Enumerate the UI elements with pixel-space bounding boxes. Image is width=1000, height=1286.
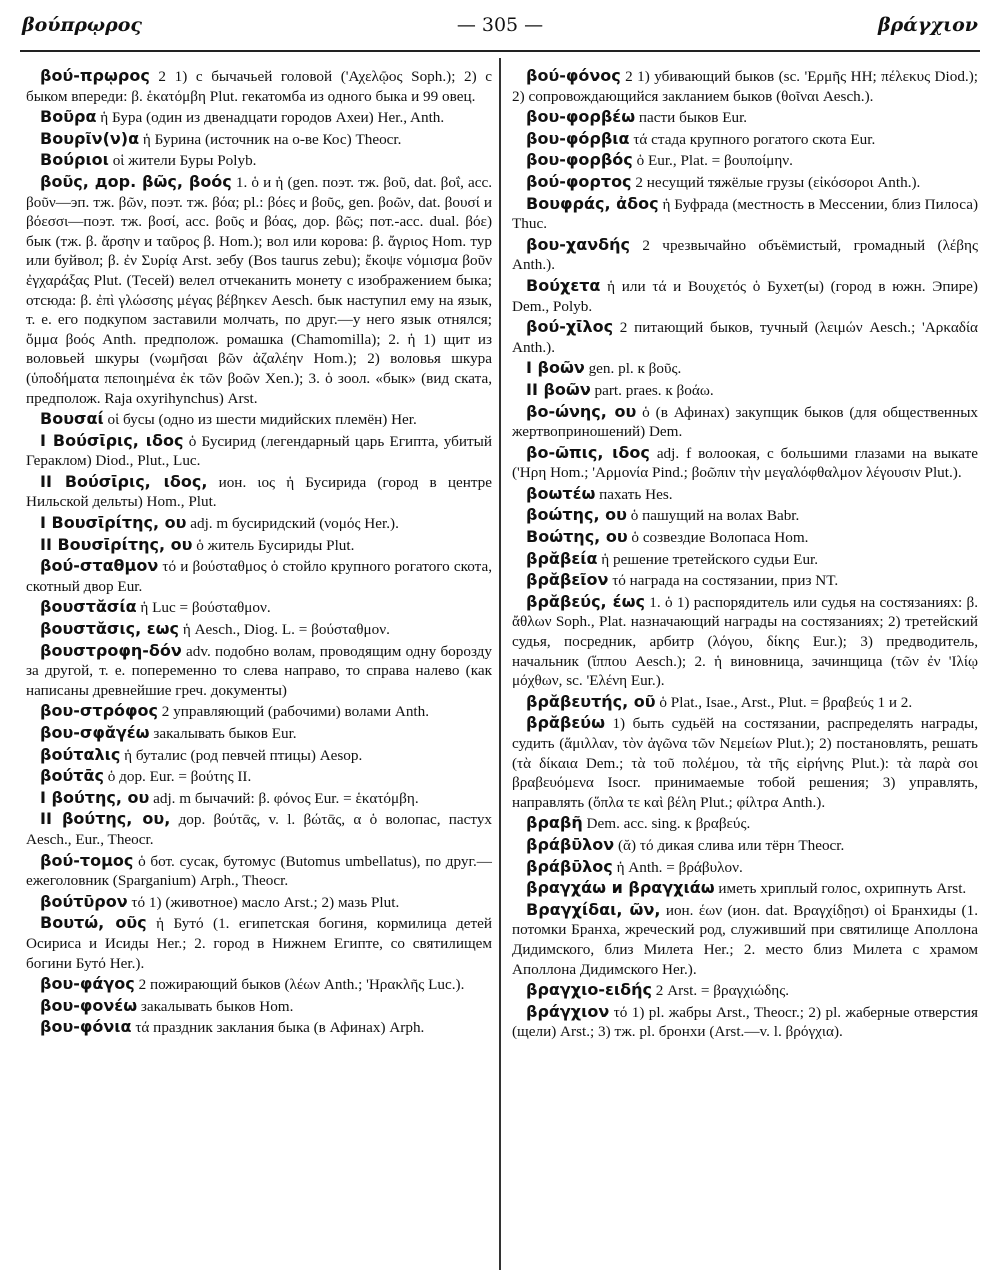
entry-definition: ὁ житель Бусириды Plut. [192,536,355,554]
entry-headword: βου-φορβός [526,150,633,170]
dictionary-entry [512,150,978,171]
entry-headword: Βουσαί [40,409,104,429]
entry-headword: Βοώτης, ου [526,527,628,547]
entry-headword: βοῦς, дор. βῶς, βοός [40,171,232,191]
header-rule [20,50,980,52]
dictionary-entry [512,235,978,275]
dictionary-entry [26,107,492,128]
entry-headword: βούτῡρον [40,891,128,911]
entry-headword: Βουφράς, ἀδος [526,193,659,213]
dictionary-entry [512,570,978,591]
entry-definition: ἡ решение третейского судьи Eur. [597,550,819,568]
entry-definition: adv. подобно волам, проводящим одну борозду за другой, т. е. попеременно то слева направо, то справа налево (как написаны древнейшие греч. документы) [26,642,492,699]
entry-definition: 2 1) убивающий быков (sc. 'Ερμῆς HH; πέλεκυς Diod.); 2) сопровождающийся закланием быков (θοῖναι Aesch.). [512,68,978,105]
header-guide-word-right: βράγχιον [878,14,978,36]
page-number: — 305 — [456,14,544,36]
entry-definition: τό 1) (животное) масло Arst.; 2) мазь Plut. [127,893,400,911]
entry-headword: Βραγχίδαι, ῶν, [526,899,661,919]
entry-headword: βρᾰβεύς, έως [526,591,645,611]
dictionary-entry [26,723,492,744]
entry-headword: βου-φόρβια [526,128,630,148]
entry-headword: βουστροφη-δόν [40,640,182,660]
entry-headword: βου-φόνια [40,1017,132,1037]
dictionary-entry [26,974,492,995]
entry-definition: adj. m бусиридский (νομός Her.). [186,515,399,533]
dictionary-entry [26,66,492,106]
entry-definition: adj. m бычачий: β. φόνος Eur. = ἑκατόμβη. [149,789,419,807]
dictionary-entry [512,878,978,899]
entry-headword: Βοῦρα [40,107,97,127]
dictionary-entry [512,276,978,316]
entry-definition: ἡ Aesch., Diog. L. = βούσταθμον. [179,621,390,639]
entry-headword: βραγχάω и βραγχιάω [526,878,715,898]
dictionary-entry [512,900,978,979]
entry-headword: βού-χῑλος [526,317,614,337]
entry-definition: 2 несущий тяжёлые грузы (εἰκόσοροι Anth.). [631,173,921,191]
entry-headword: Βούριοι [40,150,109,170]
entry-headword: βου-χανδής [526,234,630,254]
entry-definition: ὁ (в Афинах) закупщик быков (для общественных жертвоприношений) Dem. [512,403,978,441]
entry-headword: βου-στρόφος [40,701,158,721]
entry-definition: 1) быть судьёй на состязании, распределять награды, судить (ἅμιλλαν, τὸν ἀγῶνα τῶν Νεμείων Plut.); 2) постановлять, решать (τὰ δίκαια Dem.; τὰ τοῦ πολέμου, τὰ τῆς εἰρήνης Plut.): τὰ παρὰ σοι βραβευόμενα Isocr. принимаемые тобой решения; 3) управлять, направлять (ὅπλα τε καὶ βέλη Plut.; φίλτρα Anth.). [512,715,978,811]
dictionary-entry [26,745,492,766]
entry-definition: (ᾰ) τό дикая слива или тёрн Theocr. [614,836,845,854]
entry-headword: I βούτης, ου [40,787,150,807]
entry-definition: дор. βούτᾱς, v. l. βώτᾱς, α ὁ волопас, пастух Aesch., Eur., Theocr. [26,811,493,848]
entry-headword: Βουρῖν(ν)α [40,128,140,148]
entry-definition: τό и βούσταθμος ὁ стойло крупного рогатого скота, скотный двор Eur. [26,558,492,595]
dictionary-entry [26,641,492,701]
entry-definition: ὁ Бусирид (легендарный царь Египта, убитый Гераклом) Diod., Plut., Luc. [26,432,493,470]
entry-definition: закалывать быков Eur. [149,725,297,742]
entry-definition: ἡ буталис (род певчей птицы) Aesop. [120,746,363,764]
dictionary-entry [512,443,978,483]
entry-definition: οἱ жители Буры Polyb. [108,152,257,170]
entry-headword: βο-ῶπις, ιδος [526,442,650,462]
dictionary-entry [26,892,492,913]
entry-definition: ἡ Бура (один из двенадцати городов Ахеи) Her., Anth. [96,109,445,127]
entry-definition: 1. ὁ 1) распорядитель или судья на состязаниях: β. ἄθλων Soph., Plat. назначающий награды на состязаниях; 2) третейский судья, посредник, арбитр (λόγου, δίκης Eur.); 3) предводитель, начальник (ἵππου Aesch.); 2. ἡ виновница, зачинщица (τῶν ἐν 'Ιλίῳ μόχθων, sc. 'Ελένη Eur.). [512,593,978,690]
entry-headword: II Βούσῑρις, ιδος, [40,471,208,491]
entry-headword: βούταλις [40,744,121,764]
entry-headword: βρᾰβεία [526,548,598,568]
entry-definition: 1. ὁ и ἡ (gen. поэт. тж. βοῦ, dat. βοΐ, acc. βοῦν—эп. тж. βῶν, поэт. тж. βόα; pl.: βόες и βοῦς, gen. βοῶν, dat. βουσί и βόεσσι—поэт. тж. βοσί, acc. βοῦς и βόας, дор. βῶς; пот.-acc. dual. βόε) бык (тж. β. ἄρσην и ταῦρος β. Hom.); вол или корова: β. ἄγριος Hom. тур или буйвол; β. ἐν Συρίᾳ Arst. зебу (Bos taurus zebu); ἔκοψε νόμισμα βοῦν ἐγχαράξας Plut. (Тесей) велел отчеканить монету с изображением быка; отсюда: β. ἐπὶ γλώσσης μέγας βέβηκεν Aesch. бык наступил ему на язык, т. е. его подкупом заставили молчать, по друг.—у него язык отнялся; ὄμμα βοός Anth. предполож. ромашка (Chamomilla); 2. ἡ 1) щит из воловьей шкуры (νωμῆσαι βῶν ἀζαλέην Hom.); 2) воловья шкура (ὑποδήματα πεποιημένα ἐκ τῶν βοῶν Xen.); 3. ὁ зоол. «бык» (вид ската, предполож. Raja oxyrihynchus) Arst. [26,173,493,407]
right-column [512,66,978,1043]
dictionary-entry [26,172,492,408]
entry-headword: βού-τομος [40,850,134,870]
entry-definition: иметь хриплый голос, охрипнуть Arst. [714,880,967,898]
entry-headword: βου-φάγος [40,974,135,994]
entry-definition: adj. f волоокая, с большими глазами на выкате ('Ηρη Hom.; 'Αρμονία Pind.; βοῶπιν τὴν μεγαλόφθαλμον λέγουσιν Plut.). [512,444,978,482]
dictionary-entry [26,788,492,809]
entry-headword: I Βουσῑρίτης, ου [40,513,187,533]
dictionary-entry [512,857,978,878]
entry-headword: βοώτης, ου [526,505,627,525]
left-column [26,66,492,1039]
dictionary-entry [512,380,978,401]
entry-definition: 2 1) с бычачьей головой ('Αχελῷος Soph.); 2) с быком впереди: β. ἑκατόμβη Plut. гекатомба из одного быка и 99 овец. [26,68,492,105]
dictionary-entry [512,813,978,834]
dictionary-entry [512,107,978,128]
entry-definition: τό награда на состязании, приз NT. [608,572,839,590]
entry-headword: βού-σταθμον [40,556,159,576]
entry-definition: ὁ созвездие Волопаса Hom. [627,529,809,547]
dictionary-entry [512,592,978,691]
entry-headword: βο-ώνης, ου [526,401,637,421]
entry-definition: закалывать быков Hom. [137,997,294,1015]
dictionary-entry [512,194,978,234]
dictionary-entry [26,409,492,430]
entry-headword: II βούτης, ου, [40,809,171,829]
entry-definition: gen. pl. к βοῦς. [584,360,682,378]
header-guide-word-left: βούπρῳρος [22,14,142,36]
entry-headword: βού-φόνος [526,66,621,85]
dictionary-entry [512,505,978,526]
entry-headword: II Βουσῑρίτης, ου [40,534,193,554]
entry-definition: Dem. acc. sing. к βραβεύς. [582,815,751,833]
entry-definition: ὁ дор. Eur. = βούτης II. [103,768,252,786]
entry-definition: ὁ пашущий на волах Babr. [626,507,800,525]
dictionary-entry [26,431,492,471]
entry-headword: βράγχιον [526,1001,610,1021]
dictionary-entry [512,402,978,442]
entry-headword: βού-φορτος [526,171,632,191]
entry-headword: βουστᾰσία [40,597,137,617]
dictionary-entry [26,619,492,640]
column-divider [499,58,501,1270]
entry-headword: I Βούσῑρις, ιδος [40,430,184,450]
entry-definition: οἱ бусы (одно из шести мидийских племён) Her. [103,411,417,429]
entry-definition: ὁ Plat., Isae., Arst., Plut. = βραβεύς 1 и 2. [655,693,913,711]
dictionary-entry [26,597,492,618]
entry-definition: 2 чрезвычайно объёмистый, громадный (λέβης Anth.). [512,236,978,274]
entry-definition: ὁ бот. сусак, бутомус (Butomus umbellatus), по друг.—ежеголовник (Sparganium) Arph., Theocr. [26,852,492,890]
entry-definition: τό 1) pl. жабры Arst., Theocr.; 2) pl. жаберные отверстия (щели) Arst.; 3) тж. pl. бронхи (Arst.—v. l. βρόγχια). [512,1003,978,1041]
dictionary-entry [26,766,492,787]
entry-headword: βραβῆ [526,813,583,833]
dictionary-entry [512,129,978,150]
entry-headword: Βούχετα [526,275,601,295]
entry-headword: βράβῡλον [526,834,615,854]
dictionary-entry [26,996,492,1017]
entry-definition: ион. έων (ион. dat. Βραγχίδῃσι) οἱ Бранхиды (1. потомки Бранха, жреческий род, служивший при святилище Аполлона Дидимского, близ Милета Her.; 2. место близ Милета с храмом Аполлона Дидимского Her.). [512,901,979,978]
entry-definition: пахать Hes. [595,485,673,503]
dictionary-entry [26,513,492,534]
entry-definition: ἡ Бутό (1. египетская богиня, кормилица детей Осириса и Исиды Her.; 2. город в Нижнем Египте, со святилищем богини Бутό Her.). [26,915,493,972]
dictionary-entry [26,150,492,171]
dictionary-entry [26,1017,492,1038]
dictionary-entry [26,701,492,722]
entry-definition: 2 пожирающий быков (λέων Anth.; 'Ηρακλῆς Luc.). [134,976,465,994]
dictionary-entry [26,913,492,973]
entry-headword: βου-σφᾰγέω [40,723,150,742]
dictionary-entry [512,317,978,357]
entry-definition: пасти быков Eur. [635,109,748,127]
entry-definition: ἡ Anth. = βράβυλον. [612,858,743,876]
entry-definition: ἡ Буфрада (местность в Мессении, близ Пилоса) Thuc. [512,195,979,233]
page-header [22,14,978,48]
entry-headword: II βοῶν [526,379,591,399]
entry-headword: βρᾰβεύω [526,713,605,733]
entry-definition: ἡ или τά и Βουχετός ὁ Бухет(ы) (город в южн. Эпире) Dem., Polyb. [512,277,978,315]
dictionary-entry [512,484,978,505]
entry-definition: τά стада крупного рогатого скота Eur. [629,130,876,148]
dictionary-entry [26,535,492,556]
dictionary-entry [512,980,978,1001]
entry-headword: βραγχιο-ειδής [526,980,652,1000]
dictionary-entry [26,556,492,596]
dictionary-entry [26,129,492,150]
entry-headword: I βοῶν [526,358,585,378]
entry-definition: 2 Arst. = βραγχιώδης. [652,982,790,1000]
entry-headword: Βουτώ, οῦς [40,913,147,933]
entry-headword: βούτᾱς [40,766,104,786]
dictionary-entry [26,472,492,512]
entry-definition: ἡ Бурина (источник на о-ве Кос) Theocr. [139,130,402,148]
entry-definition: ὁ Eur., Plat. = βουποίμην. [632,152,793,170]
entry-headword: βου-φορβέω [526,107,636,127]
entry-headword: βου-φονέω [40,995,138,1015]
entry-headword: βουστᾰσις, εως [40,619,180,639]
entry-definition: ион. ιος ἡ Бусирида (город в центре Нильской дельты) Hom., Plut. [26,473,492,511]
entry-definition: ἡ Luc = βούσταθμον. [136,599,271,617]
entry-headword: βρᾰβεῖον [526,570,609,590]
entry-definition: τά праздник заклания быка (в Афинах) Arph. [131,1019,425,1037]
dictionary-entry [26,851,492,891]
dictionary-entry [512,1002,978,1042]
dictionary-entry [512,172,978,193]
dictionary-entry [512,66,978,106]
dictionary-entry [512,549,978,570]
dictionary-entry [512,692,978,713]
entry-headword: βράβῡλος [526,856,613,876]
entry-headword: βού-πρῳρος [40,66,150,85]
dictionary-entry [512,713,978,812]
entry-definition: part. praes. к βοάω. [590,381,714,399]
entry-definition: 2 питающий быков, тучный (λειμών Aesch.; 'Αρκαδία Anth.). [512,319,978,356]
dictionary-entry [512,527,978,548]
dictionary-entry [512,835,978,856]
entry-headword: βρᾰβευτής, οῦ [526,691,656,711]
dictionary-entry [512,358,978,379]
entry-definition: 2 управляющий (рабочими) волами Anth. [158,703,430,721]
entry-headword: βοωτέω [526,483,596,503]
dictionary-entry [26,809,492,849]
